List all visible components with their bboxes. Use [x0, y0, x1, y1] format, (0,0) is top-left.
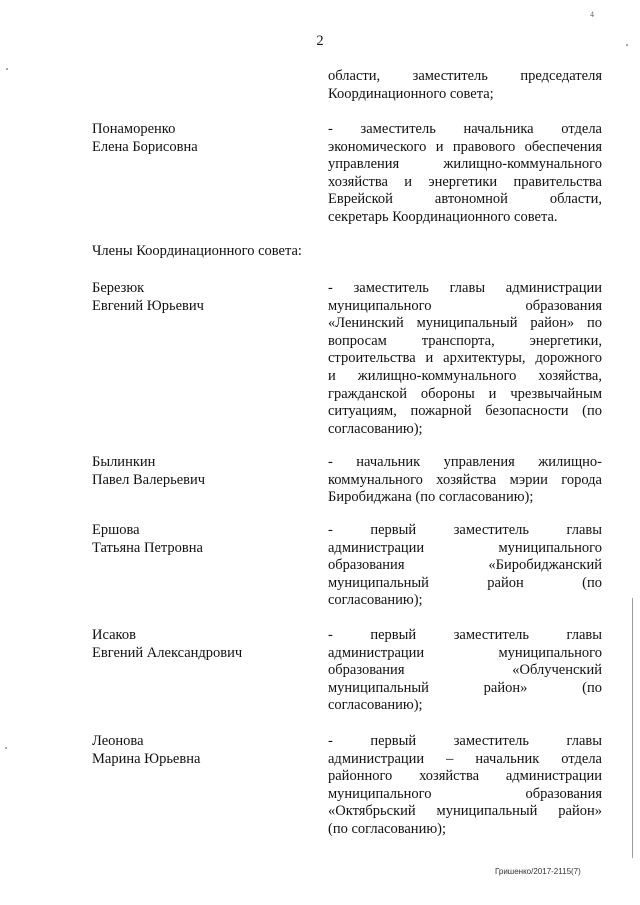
surname: Ершова [92, 522, 140, 538]
given-names: Елена Борисовна [92, 138, 198, 155]
text-line: образования «Облученский [328, 662, 602, 679]
text-line: гражданской обороны и чрезвычайным [328, 385, 602, 402]
secretary-name [92, 121, 307, 156]
text-line: управления жилищно-коммунального [328, 156, 602, 173]
given-names: Павел Валерьевич [92, 471, 206, 488]
member-name [92, 454, 307, 489]
surname: Былинкин [92, 454, 156, 470]
text-line: ситуациям, пожарной безопасности (по [328, 403, 602, 420]
member-description [328, 733, 602, 839]
member-name [92, 733, 307, 768]
text-line: вопросам транспорта, энергетики, [328, 332, 602, 349]
text-line: муниципальный район (по [328, 574, 602, 591]
given-names: Марина Юрьевна [92, 750, 201, 767]
member-description [328, 454, 602, 507]
text-line: «Ленинский муниципальный район» по [328, 315, 602, 332]
scan-edge-line [632, 598, 633, 858]
text-line: согласованию); [328, 420, 423, 437]
text-line: «Октябрьский муниципальный район» [328, 803, 602, 820]
member-name [92, 280, 307, 315]
scan-speck [6, 68, 8, 70]
text-line: - заместитель главы администрации [328, 280, 602, 296]
surname: Березюк [92, 280, 145, 296]
text-line: экономического и правового обеспечения [328, 138, 602, 155]
text-line: (по согласованию); [328, 820, 447, 837]
surname: Исаков [92, 627, 136, 643]
text-line: - первый заместитель главы [328, 627, 602, 643]
text-line: коммунального хозяйства мэрии города [328, 471, 602, 488]
surname: Понаморенко [92, 121, 176, 137]
text-line: строительства и архитектуры, дорожного [328, 350, 602, 367]
text-line: согласованию); [328, 697, 423, 714]
members-heading: Члены Координационного совета: [92, 243, 302, 259]
given-names: Евгений Александрович [92, 644, 243, 661]
top-continuation-text [328, 68, 602, 103]
text-line: - заместитель начальника отдела [328, 121, 602, 137]
text-line: - начальник управления жилищно- [328, 454, 602, 470]
member-name [92, 522, 307, 557]
text-line: администрации – начальник отдела [328, 750, 602, 767]
surname: Леонова [92, 733, 144, 749]
corner-mark: 4 [590, 10, 594, 19]
footer-reference: Гришенко/2017-2115(7) [495, 867, 581, 876]
given-names: Евгений Юрьевич [92, 297, 204, 314]
text-line: администрации муниципального [328, 539, 602, 556]
scan-speck [626, 44, 628, 46]
text-line: муниципальный район» (по [328, 679, 602, 696]
given-names: Татьяна Петровна [92, 539, 203, 556]
member-name [92, 627, 307, 662]
text-line: образования «Биробиджанский [328, 557, 602, 574]
member-description [328, 280, 602, 438]
text-line: согласованию); [328, 592, 423, 609]
text-line: муниципального образования [328, 785, 602, 802]
text-line: Координационного совета; [328, 85, 494, 102]
text-line: - первый заместитель главы [328, 733, 602, 749]
secretary-description [328, 121, 602, 227]
page-number: 2 [316, 33, 324, 49]
text-line: секретарь Координационного совета. [328, 208, 558, 225]
text-line: Биробиджана (по согласованию); [328, 489, 534, 506]
member-description [328, 627, 602, 715]
text-line: и жилищно-коммунального хозяйства, [328, 367, 602, 384]
text-line: хозяйства и энергетики правительства [328, 173, 602, 190]
text-line: муниципального образования [328, 297, 602, 314]
text-line: области, заместитель председателя [328, 68, 602, 84]
text-line: Еврейской автономной области, [328, 191, 602, 208]
text-line: администрации муниципального [328, 644, 602, 661]
scan-speck [5, 747, 7, 749]
text-line: - первый заместитель главы [328, 522, 602, 538]
member-description [328, 522, 602, 610]
text-line: районного хозяйства администрации [328, 768, 602, 785]
